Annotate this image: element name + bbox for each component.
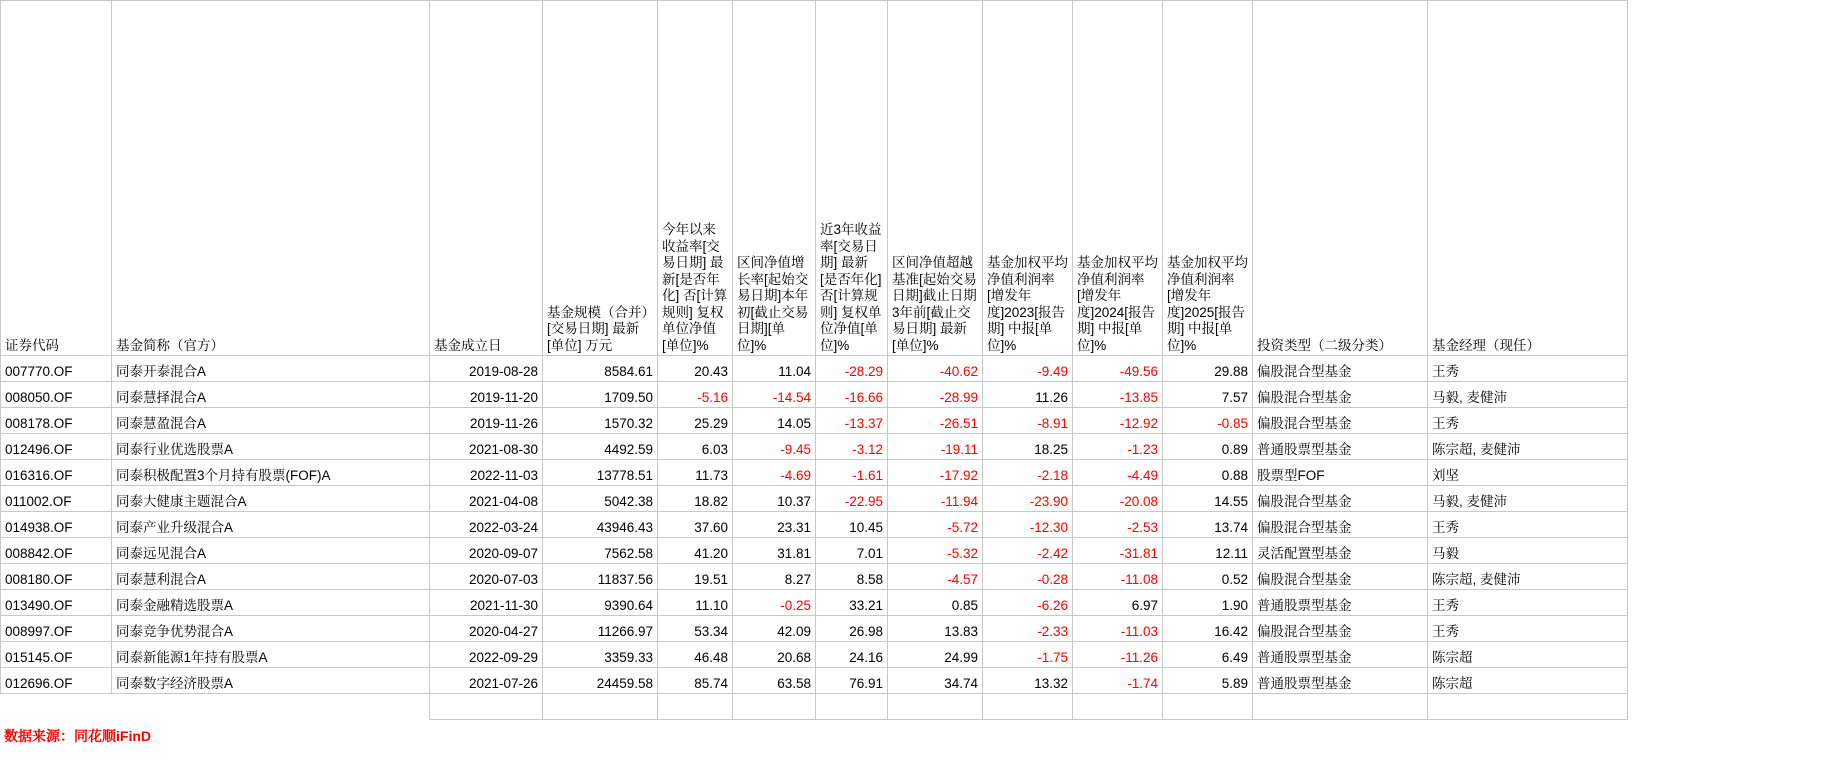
cell-ytd-return: -5.16 bbox=[658, 382, 733, 408]
cell-profit-2024: -11.26 bbox=[1073, 642, 1163, 668]
cell-range-growth: 23.31 bbox=[733, 512, 816, 538]
cell-code: 016316.OF bbox=[1, 460, 112, 486]
cell-investment-type: 偏股混合型基金 bbox=[1253, 382, 1428, 408]
table-row bbox=[1, 408, 1628, 434]
cell-investment-type: 普通股票型基金 bbox=[1253, 590, 1428, 616]
cell-investment-type: 普通股票型基金 bbox=[1253, 642, 1428, 668]
table-header-row bbox=[1, 1, 1628, 356]
cell-profit-2025: 5.89 bbox=[1163, 668, 1253, 694]
cell-inception-date: 2021-11-30 bbox=[430, 590, 543, 616]
cell-fund-manager: 王秀 bbox=[1428, 616, 1628, 642]
cell-profit-2025: 1.90 bbox=[1163, 590, 1253, 616]
cell-fund-manager: 马毅, 麦健沛 bbox=[1428, 382, 1628, 408]
column-header-3y-return: 近3年收益率[交易日期] 最新[是否年化] 否[计算规则] 复权单位净值[单位]% bbox=[816, 1, 888, 356]
cell-ytd-return: 11.73 bbox=[658, 460, 733, 486]
trailing-cell-blank-code bbox=[1, 694, 112, 720]
cell-ytd-return: 25.29 bbox=[658, 408, 733, 434]
cell-code: 014938.OF bbox=[1, 512, 112, 538]
cell-fund-scale: 1570.32 bbox=[543, 408, 658, 434]
column-header-name: 基金简称（官方） bbox=[112, 1, 430, 356]
table-row bbox=[1, 564, 1628, 590]
cell-inception-date: 2019-11-20 bbox=[430, 382, 543, 408]
cell-investment-type: 偏股混合型基金 bbox=[1253, 512, 1428, 538]
cell-range-growth: 10.37 bbox=[733, 486, 816, 512]
column-header-profit-rate-2024: 基金加权平均净值利润率[增发年度]2024[报告期] 中报[单位]% bbox=[1073, 1, 1163, 356]
cell-excess: -11.94 bbox=[888, 486, 983, 512]
cell-range-growth: -9.45 bbox=[733, 434, 816, 460]
column-header-fund-manager: 基金经理（现任） bbox=[1428, 1, 1628, 356]
cell-profit-2023: -1.75 bbox=[983, 642, 1073, 668]
cell-ytd-return: 85.74 bbox=[658, 668, 733, 694]
cell-3y-return: -16.66 bbox=[816, 382, 888, 408]
cell-code: 011002.OF bbox=[1, 486, 112, 512]
cell-profit-2023: -12.30 bbox=[983, 512, 1073, 538]
cell-3y-return: -1.61 bbox=[816, 460, 888, 486]
cell-profit-2023: 11.26 bbox=[983, 382, 1073, 408]
cell-fund-manager: 王秀 bbox=[1428, 590, 1628, 616]
cell-inception-date: 2022-11-03 bbox=[430, 460, 543, 486]
column-header-inception-date: 基金成立日 bbox=[430, 1, 543, 356]
cell-code: 013490.OF bbox=[1, 590, 112, 616]
cell-excess: -5.32 bbox=[888, 538, 983, 564]
cell-profit-2023: -0.28 bbox=[983, 564, 1073, 590]
column-header-fund-scale: 基金规模（合并）[交易日期] 最新[单位] 万元 bbox=[543, 1, 658, 356]
cell-code: 008178.OF bbox=[1, 408, 112, 434]
cell-ytd-return: 18.82 bbox=[658, 486, 733, 512]
cell-profit-2024: 6.97 bbox=[1073, 590, 1163, 616]
column-header-excess-vs-benchmark: 区间净值超越基准[起始交易日期]截止日期3年前[截止交易日期] 最新[单位]% bbox=[888, 1, 983, 356]
cell-fund-name: 同泰行业优选股票A bbox=[112, 434, 430, 460]
cell-range-growth: 8.27 bbox=[733, 564, 816, 590]
cell-range-growth: -14.54 bbox=[733, 382, 816, 408]
trailing-cell-type bbox=[1253, 694, 1428, 720]
column-header-range-nav-growth: 区间净值增长率[起始交易日期]本年初[截止交易日期][单位]% bbox=[733, 1, 816, 356]
source-note: 数据来源：同花顺iFinD bbox=[4, 728, 151, 744]
cell-ytd-return: 11.10 bbox=[658, 590, 733, 616]
trailing-cell-ytd bbox=[658, 694, 733, 720]
trailing-cell-p2024 bbox=[1073, 694, 1163, 720]
cell-investment-type: 普通股票型基金 bbox=[1253, 434, 1428, 460]
cell-fund-manager: 刘坚 bbox=[1428, 460, 1628, 486]
cell-range-growth: -0.25 bbox=[733, 590, 816, 616]
cell-profit-2024: -31.81 bbox=[1073, 538, 1163, 564]
cell-range-growth: 14.05 bbox=[733, 408, 816, 434]
cell-ytd-return: 6.03 bbox=[658, 434, 733, 460]
cell-fund-manager: 马毅, 麦健沛 bbox=[1428, 486, 1628, 512]
cell-inception-date: 2020-09-07 bbox=[430, 538, 543, 564]
cell-fund-name: 同泰开泰混合A bbox=[112, 356, 430, 382]
cell-profit-2025: 0.52 bbox=[1163, 564, 1253, 590]
cell-fund-name: 同泰数字经济股票A bbox=[112, 668, 430, 694]
cell-inception-date: 2021-04-08 bbox=[430, 486, 543, 512]
trailing-cell-scale bbox=[543, 694, 658, 720]
trailing-cell-manager bbox=[1428, 694, 1628, 720]
cell-profit-2024: -2.53 bbox=[1073, 512, 1163, 538]
cell-excess: -5.72 bbox=[888, 512, 983, 538]
cell-3y-return: 33.21 bbox=[816, 590, 888, 616]
cell-profit-2024: -11.03 bbox=[1073, 616, 1163, 642]
column-header-profit-rate-2025: 基金加权平均净值利润率[增发年度]2025[报告期] 中报[单位]% bbox=[1163, 1, 1253, 356]
cell-fund-scale: 1709.50 bbox=[543, 382, 658, 408]
cell-inception-date: 2022-09-29 bbox=[430, 642, 543, 668]
cell-profit-2024: -13.85 bbox=[1073, 382, 1163, 408]
cell-fund-name: 同泰慧盈混合A bbox=[112, 408, 430, 434]
cell-fund-manager: 陈宗超, 麦健沛 bbox=[1428, 564, 1628, 590]
cell-fund-manager: 陈宗超 bbox=[1428, 642, 1628, 668]
table-row bbox=[1, 616, 1628, 642]
column-header-ytd-return: 今年以来收益率[交易日期] 最新[是否年化] 否[计算规则] 复权单位净值[单位]% bbox=[658, 1, 733, 356]
cell-fund-scale: 9390.64 bbox=[543, 590, 658, 616]
trailing-cell-date bbox=[430, 694, 543, 720]
cell-profit-2024: -1.23 bbox=[1073, 434, 1163, 460]
cell-ytd-return: 41.20 bbox=[658, 538, 733, 564]
cell-3y-return: -13.37 bbox=[816, 408, 888, 434]
table-row bbox=[1, 382, 1628, 408]
cell-investment-type: 偏股混合型基金 bbox=[1253, 408, 1428, 434]
cell-code: 012696.OF bbox=[1, 668, 112, 694]
cell-excess: 13.83 bbox=[888, 616, 983, 642]
trailing-cell-p2023 bbox=[983, 694, 1073, 720]
cell-excess: -19.11 bbox=[888, 434, 983, 460]
cell-ytd-return: 20.43 bbox=[658, 356, 733, 382]
cell-fund-manager: 马毅 bbox=[1428, 538, 1628, 564]
cell-fund-name: 同泰慧择混合A bbox=[112, 382, 430, 408]
table-row bbox=[1, 434, 1628, 460]
cell-fund-scale: 7562.58 bbox=[543, 538, 658, 564]
trailing-cell-blank-name bbox=[112, 694, 430, 720]
table-trailing-row bbox=[1, 694, 1628, 720]
cell-inception-date: 2021-07-26 bbox=[430, 668, 543, 694]
cell-fund-name: 同泰积极配置3个月持有股票(FOF)A bbox=[112, 460, 430, 486]
cell-investment-type: 偏股混合型基金 bbox=[1253, 486, 1428, 512]
cell-3y-return: 76.91 bbox=[816, 668, 888, 694]
cell-fund-name: 同泰产业升级混合A bbox=[112, 512, 430, 538]
cell-range-growth: 42.09 bbox=[733, 616, 816, 642]
cell-profit-2024: -12.92 bbox=[1073, 408, 1163, 434]
cell-fund-name: 同泰金融精选股票A bbox=[112, 590, 430, 616]
cell-fund-scale: 3359.33 bbox=[543, 642, 658, 668]
cell-code: 007770.OF bbox=[1, 356, 112, 382]
cell-code: 015145.OF bbox=[1, 642, 112, 668]
cell-profit-2025: 0.89 bbox=[1163, 434, 1253, 460]
cell-inception-date: 2020-07-03 bbox=[430, 564, 543, 590]
cell-code: 012496.OF bbox=[1, 434, 112, 460]
cell-inception-date: 2020-04-27 bbox=[430, 616, 543, 642]
cell-fund-scale: 11266.97 bbox=[543, 616, 658, 642]
cell-profit-2023: -8.91 bbox=[983, 408, 1073, 434]
cell-fund-manager: 王秀 bbox=[1428, 512, 1628, 538]
cell-excess: -40.62 bbox=[888, 356, 983, 382]
cell-profit-2025: 16.42 bbox=[1163, 616, 1253, 642]
cell-excess: 34.74 bbox=[888, 668, 983, 694]
table-row bbox=[1, 642, 1628, 668]
cell-profit-2024: -1.74 bbox=[1073, 668, 1163, 694]
table-row bbox=[1, 356, 1628, 382]
cell-profit-2023: -9.49 bbox=[983, 356, 1073, 382]
cell-code: 008842.OF bbox=[1, 538, 112, 564]
cell-profit-2025: 12.11 bbox=[1163, 538, 1253, 564]
cell-fund-name: 同泰新能源1年持有股票A bbox=[112, 642, 430, 668]
trailing-cell-p2025 bbox=[1163, 694, 1253, 720]
cell-profit-2023: 13.32 bbox=[983, 668, 1073, 694]
cell-fund-manager: 王秀 bbox=[1428, 356, 1628, 382]
cell-fund-scale: 8584.61 bbox=[543, 356, 658, 382]
cell-profit-2023: -6.26 bbox=[983, 590, 1073, 616]
cell-range-growth: 11.04 bbox=[733, 356, 816, 382]
cell-fund-manager: 王秀 bbox=[1428, 408, 1628, 434]
cell-3y-return: -28.29 bbox=[816, 356, 888, 382]
cell-profit-2025: 0.88 bbox=[1163, 460, 1253, 486]
cell-profit-2024: -20.08 bbox=[1073, 486, 1163, 512]
cell-excess: -4.57 bbox=[888, 564, 983, 590]
cell-excess: 0.85 bbox=[888, 590, 983, 616]
cell-profit-2023: -23.90 bbox=[983, 486, 1073, 512]
cell-3y-return: -3.12 bbox=[816, 434, 888, 460]
cell-profit-2025: 14.55 bbox=[1163, 486, 1253, 512]
cell-fund-scale: 24459.58 bbox=[543, 668, 658, 694]
trailing-cell-excess bbox=[888, 694, 983, 720]
cell-profit-2025: 7.57 bbox=[1163, 382, 1253, 408]
cell-code: 008050.OF bbox=[1, 382, 112, 408]
cell-excess: -26.51 bbox=[888, 408, 983, 434]
cell-3y-return: 8.58 bbox=[816, 564, 888, 590]
cell-ytd-return: 53.34 bbox=[658, 616, 733, 642]
cell-fund-name: 同泰竞争优势混合A bbox=[112, 616, 430, 642]
cell-investment-type: 灵活配置型基金 bbox=[1253, 538, 1428, 564]
cell-profit-2023: -2.42 bbox=[983, 538, 1073, 564]
cell-investment-type: 股票型FOF bbox=[1253, 460, 1428, 486]
cell-range-growth: 20.68 bbox=[733, 642, 816, 668]
column-header-investment-type: 投资类型（二级分类） bbox=[1253, 1, 1428, 356]
cell-fund-scale: 4492.59 bbox=[543, 434, 658, 460]
cell-profit-2023: 18.25 bbox=[983, 434, 1073, 460]
cell-range-growth: 63.58 bbox=[733, 668, 816, 694]
cell-range-growth: -4.69 bbox=[733, 460, 816, 486]
cell-3y-return: 7.01 bbox=[816, 538, 888, 564]
cell-ytd-return: 37.60 bbox=[658, 512, 733, 538]
cell-excess: -17.92 bbox=[888, 460, 983, 486]
trailing-cell-range bbox=[733, 694, 816, 720]
cell-fund-scale: 43946.43 bbox=[543, 512, 658, 538]
cell-profit-2025: 29.88 bbox=[1163, 356, 1253, 382]
table-row bbox=[1, 590, 1628, 616]
table-row bbox=[1, 460, 1628, 486]
table-row bbox=[1, 538, 1628, 564]
cell-3y-return: 26.98 bbox=[816, 616, 888, 642]
cell-inception-date: 2021-08-30 bbox=[430, 434, 543, 460]
column-header-code: 证券代码 bbox=[1, 1, 112, 356]
cell-inception-date: 2019-11-26 bbox=[430, 408, 543, 434]
cell-excess: -28.99 bbox=[888, 382, 983, 408]
cell-profit-2024: -11.08 bbox=[1073, 564, 1163, 590]
cell-fund-scale: 13778.51 bbox=[543, 460, 658, 486]
column-header-profit-rate-2023: 基金加权平均净值利润率[增发年度]2023[报告期] 中报[单位]% bbox=[983, 1, 1073, 356]
cell-fund-scale: 5042.38 bbox=[543, 486, 658, 512]
cell-inception-date: 2022-03-24 bbox=[430, 512, 543, 538]
cell-profit-2025: 13.74 bbox=[1163, 512, 1253, 538]
cell-inception-date: 2019-08-28 bbox=[430, 356, 543, 382]
cell-3y-return: 10.45 bbox=[816, 512, 888, 538]
cell-profit-2025: 6.49 bbox=[1163, 642, 1253, 668]
table-row bbox=[1, 486, 1628, 512]
cell-3y-return: 24.16 bbox=[816, 642, 888, 668]
cell-investment-type: 偏股混合型基金 bbox=[1253, 616, 1428, 642]
cell-profit-2025: -0.85 bbox=[1163, 408, 1253, 434]
cell-investment-type: 偏股混合型基金 bbox=[1253, 356, 1428, 382]
cell-fund-name: 同泰慧利混合A bbox=[112, 564, 430, 590]
cell-fund-name: 同泰大健康主题混合A bbox=[112, 486, 430, 512]
table-row bbox=[1, 512, 1628, 538]
cell-3y-return: -22.95 bbox=[816, 486, 888, 512]
cell-profit-2023: -2.18 bbox=[983, 460, 1073, 486]
cell-fund-scale: 11837.56 bbox=[543, 564, 658, 590]
table-row bbox=[1, 668, 1628, 694]
cell-investment-type: 偏股混合型基金 bbox=[1253, 564, 1428, 590]
cell-profit-2024: -49.56 bbox=[1073, 356, 1163, 382]
cell-profit-2023: -2.33 bbox=[983, 616, 1073, 642]
cell-fund-name: 同泰远见混合A bbox=[112, 538, 430, 564]
cell-profit-2024: -4.49 bbox=[1073, 460, 1163, 486]
cell-fund-manager: 陈宗超, 麦健沛 bbox=[1428, 434, 1628, 460]
cell-ytd-return: 19.51 bbox=[658, 564, 733, 590]
trailing-cell-3y bbox=[816, 694, 888, 720]
cell-fund-manager: 陈宗超 bbox=[1428, 668, 1628, 694]
cell-excess: 24.99 bbox=[888, 642, 983, 668]
cell-investment-type: 普通股票型基金 bbox=[1253, 668, 1428, 694]
cell-ytd-return: 46.48 bbox=[658, 642, 733, 668]
cell-code: 008180.OF bbox=[1, 564, 112, 590]
cell-range-growth: 31.81 bbox=[733, 538, 816, 564]
cell-code: 008997.OF bbox=[1, 616, 112, 642]
